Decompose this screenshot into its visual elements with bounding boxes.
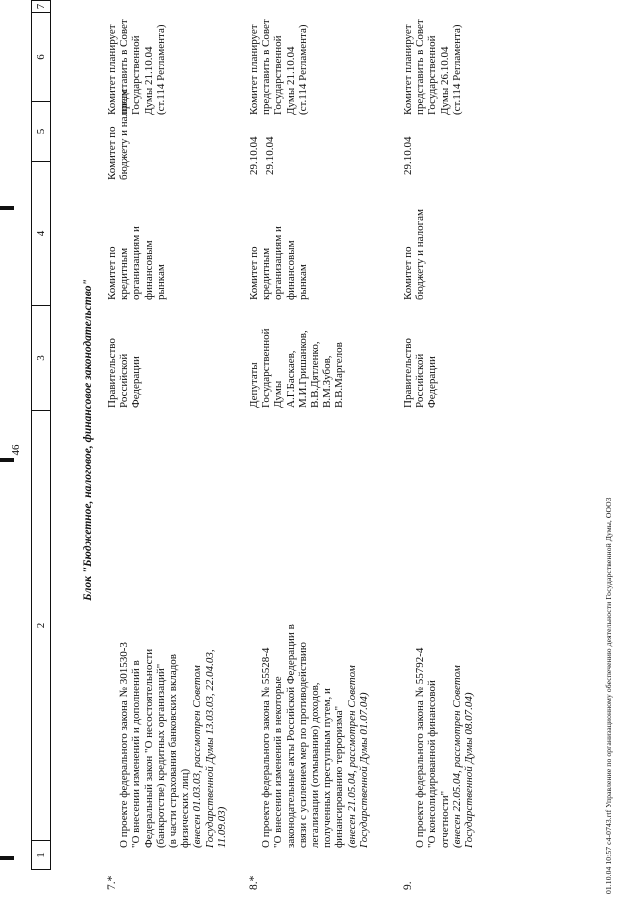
bill-author: Депутаты Государственной Думы А.Г.Баскаев, М.И.Гришанков, В.В.Дятленко, В.М.Зубов, В.В.Маргелов [248, 328, 346, 408]
remark: Комитет планирует представить в Совет Государственной Думы 21.10.04 (ст.114 Регламента) [248, 19, 309, 115]
bill-title [402, 508, 487, 848]
header-col-7: 7 [31, 0, 51, 13]
deadline-date: 29.10.04 [248, 136, 260, 175]
bill-note: (внесен 22.05.04, рассмотрен Советом Государственной Думы 08.07.04) [450, 665, 476, 848]
bill-author: Правительство Российской Федерации [402, 338, 439, 408]
remark: Комитет планирует представить в Совет Государственной Думы 26.10.04 (ст.114 Регламента) [402, 19, 463, 115]
page-footer: 01.10.04 10:57 c4-0743.rtf Управление по организационному обеспечению деятельности Государственной Думы, ООО3 [604, 497, 613, 894]
deadline-date: 29.10.04 [402, 136, 414, 175]
deadline-date: 29.10.04 [264, 136, 276, 175]
header-col-3: 3 [31, 305, 51, 411]
header-col-1: 1 [31, 840, 51, 870]
row-number: 9. [402, 881, 414, 890]
bill-text: О проекте федерального закона № 55792-4 "О консолидированной финансовой отчетности" [414, 647, 451, 848]
page-number: 46 [10, 444, 22, 456]
bill-text: О проекте федерального закона № 55528-4 "О внесении изменений в некоторые законодательные акты Российской Федерации в связи с усилением мер по противодействию легализации (отмыванию) доходов, полученных преступным путем, и финансированию терроризма" [260, 624, 346, 848]
responsible-committee: Комитет по бюджету и налогам [402, 209, 427, 300]
responsible-committee: Комитет по кредитным организациям и финансовым рынкам [248, 226, 309, 300]
bill-text: О проекте федерального закона № 301530-3 "О внесении изменений и дополнений в Федеральный закон "О несостоятельности (банкротстве) кредитных организаций" (в части страхования банковских вкладов физических лиц) [118, 642, 192, 848]
row-number: 7.* [106, 875, 118, 890]
bill-title [248, 488, 382, 848]
bill-author: Правительство Российской Федерации [106, 338, 143, 408]
bill-title [106, 508, 240, 848]
responsible-committee: Комитет по кредитным организациям и финансовым рынкам [106, 226, 167, 300]
edge-bar [0, 856, 14, 860]
header-col-2: 2 [31, 410, 51, 841]
co-committee: Комитет по бюджету и налогам [106, 89, 131, 180]
header-col-4: 4 [31, 161, 51, 306]
row-number: 8.* [248, 875, 260, 890]
section-title: Блок "Бюджетное, налоговое, финансовое законодательство" [82, 279, 94, 601]
header-col-6: 6 [31, 12, 51, 102]
edge-bar [0, 206, 14, 210]
header-col-5: 5 [31, 101, 51, 162]
bill-note: (внесен 01.03.03, рассмотрен Советом Государственной Думы 13.03.03, 22.04.03, 11.09.03) [191, 649, 228, 848]
remark: Комитет планирует представить в Совет Государственной Думы 21.10.04 (ст.114 Регламента) [106, 19, 167, 115]
bill-note: (внесен 21.05.04, рассмотрен Советом Государственной Думы 01.07.04) [345, 665, 370, 848]
